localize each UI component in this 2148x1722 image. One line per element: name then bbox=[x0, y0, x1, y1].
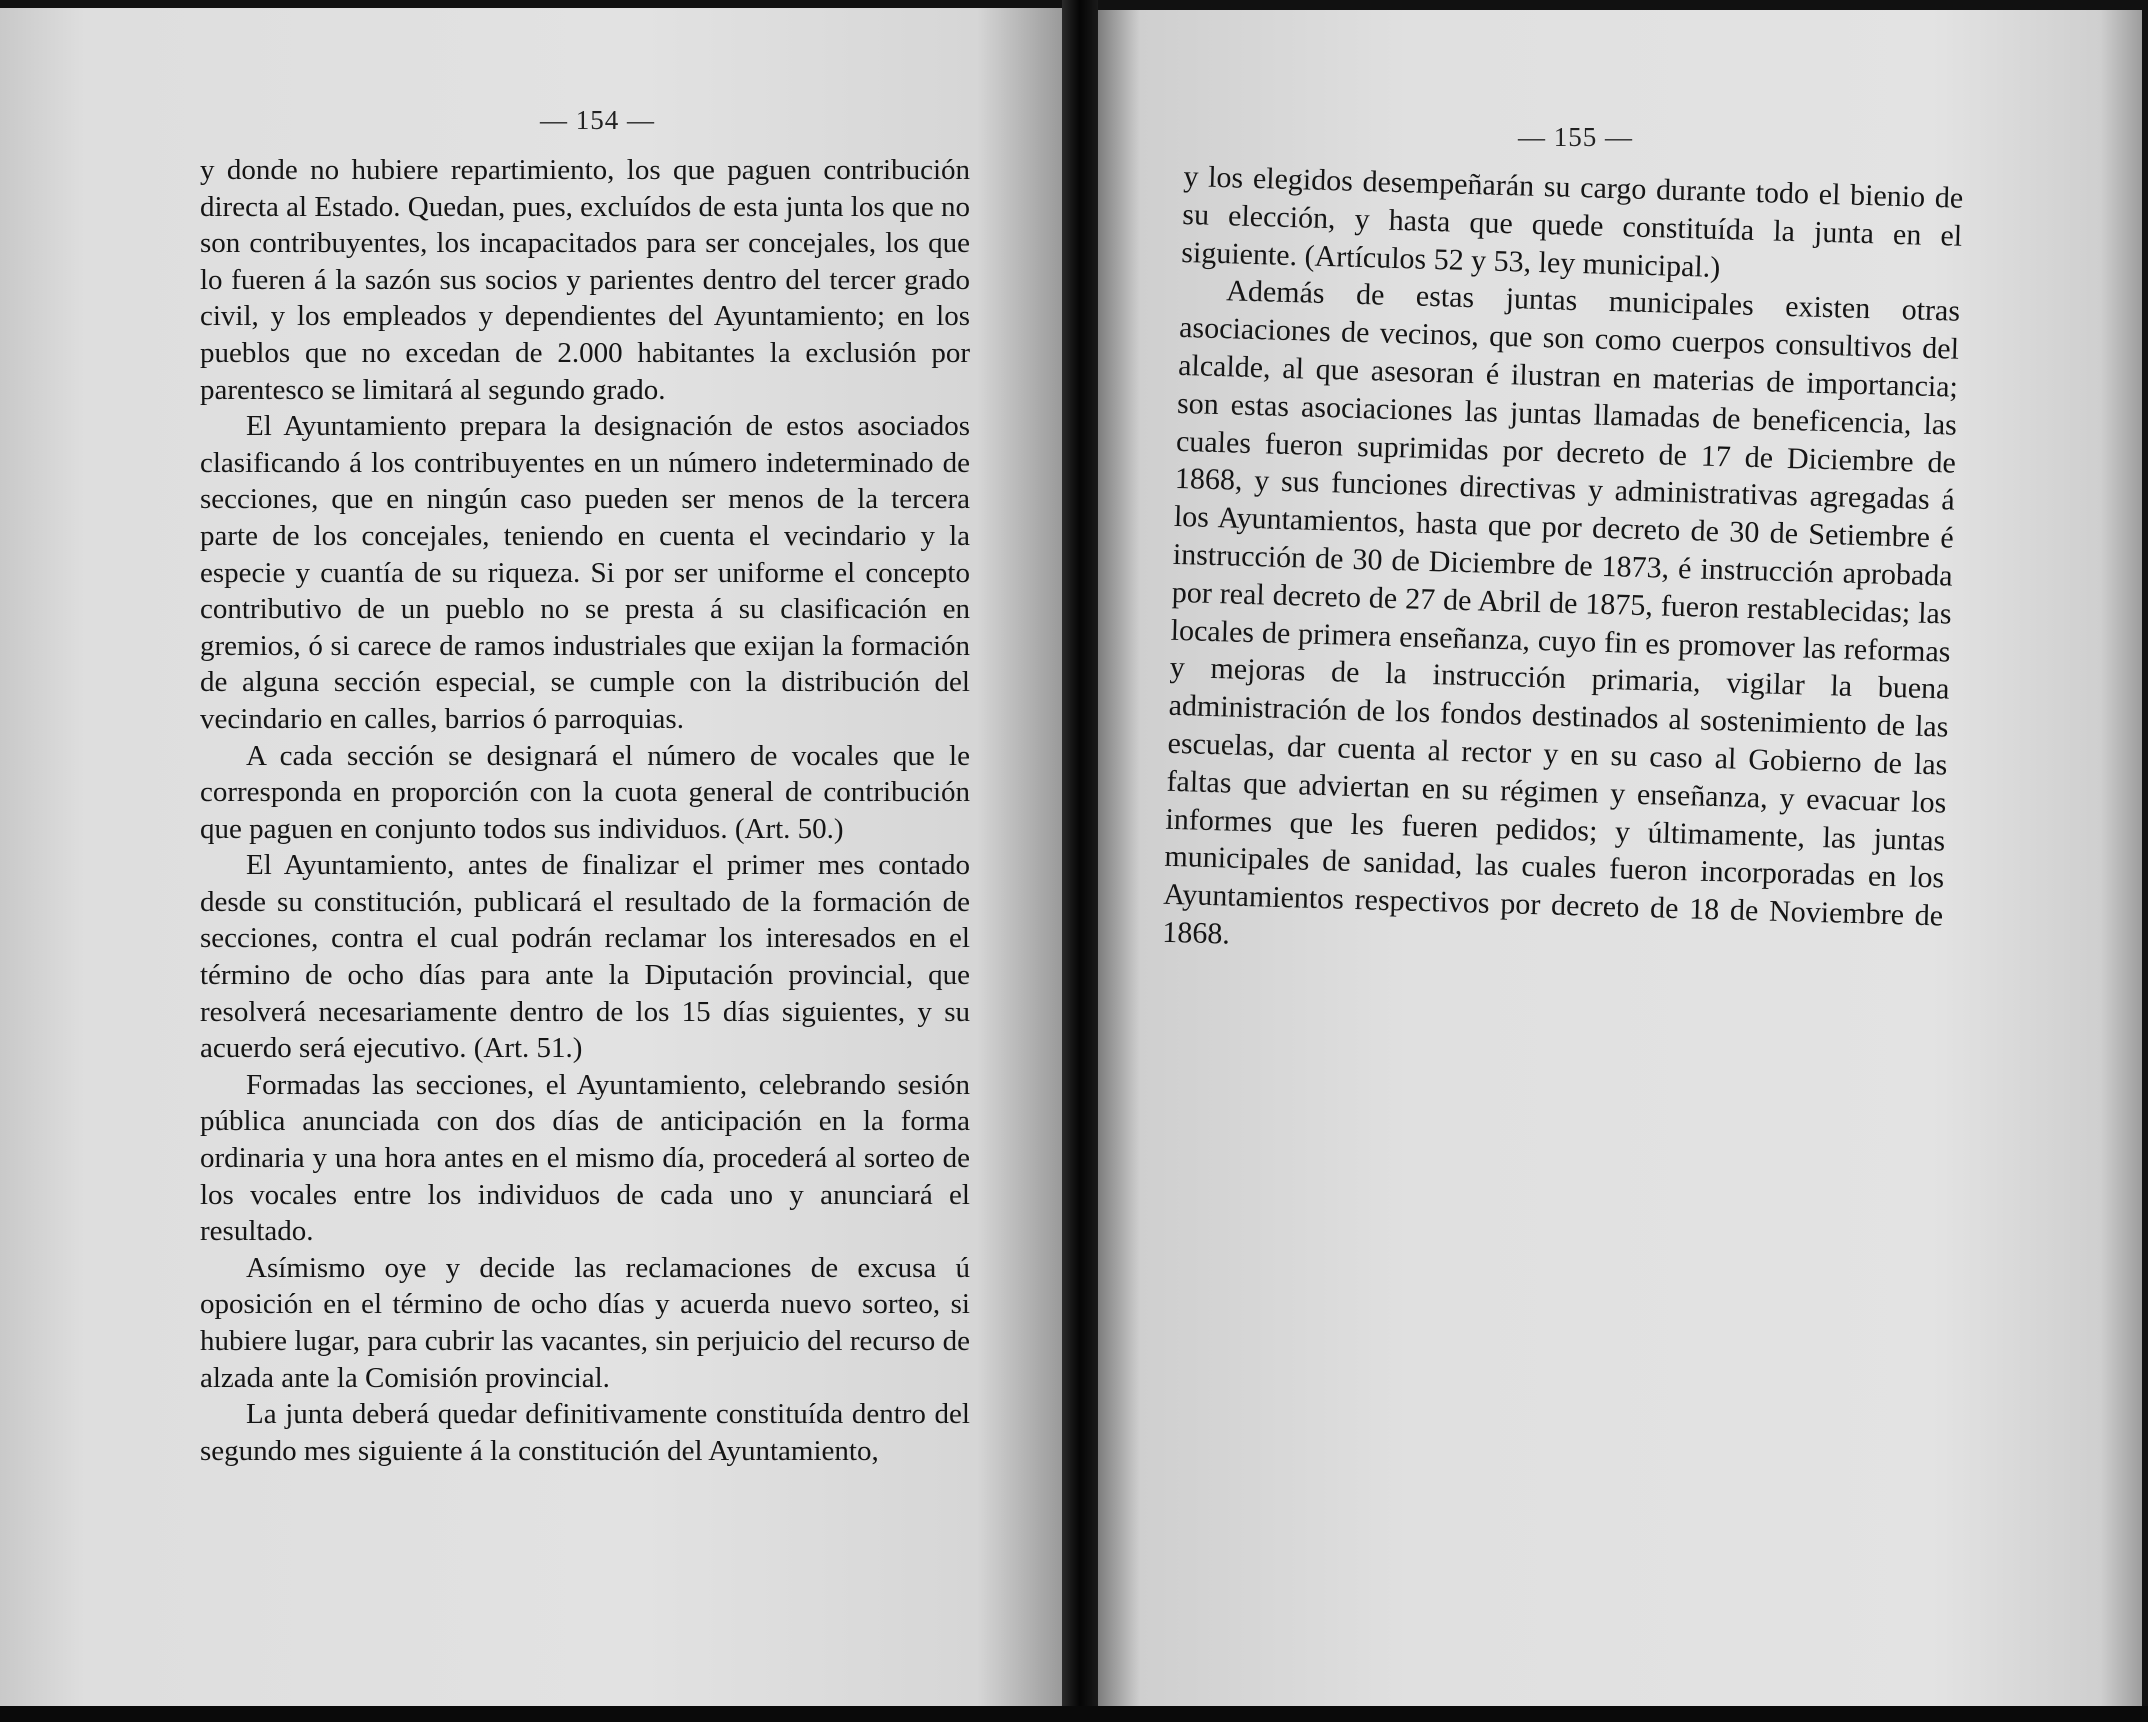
paragraph: Formadas las secciones, el Ayuntamiento, celebrando sesión pública anunciada con dos días de anticipación en la forma ordinaria y una hora antes en el mismo día, procederá al sorteo de los vocales entre los individuos de cada uno y anunciará el resultado. bbox=[200, 1068, 970, 1248]
right-page bbox=[1098, 10, 2142, 1706]
paragraph: y los elegidos desempeñarán su cargo durante todo el bienio de su elección, y hasta que quede constituída la junta en el siguiente. (Artículos 52 y 53, ley municipal.) bbox=[1180, 159, 1964, 284]
scan-bottom-edge bbox=[0, 1706, 2148, 1722]
paragraph: El Ayuntamiento prepara la designación de estos asociados clasificando á los contribuyentes en un número indeterminado de secciones, que en ningún caso pueden ser menos de la tercera parte de los concejales, teniendo en cuenta el vecindario y la especie y cuantía de su riqueza. Si por ser uniforme el concepto contributivo de un pueblo no se presta á su clasificación en gremios, ó si carece de ramos industriales que exijan la formación de alguna sección especial, se cumple con la distribución del vecindario en calles, barrios ó parroquias. bbox=[200, 410, 970, 735]
book-gutter bbox=[1062, 0, 1098, 1722]
paragraph: Asímismo oye y decide las reclamaciones de excusa ú oposición en el término de ocho días y acuerda nuevo sorteo, si hubiere lugar, para cubrir las vacantes, sin perjuicio del recurso de alzada ante la Comisión provincial. bbox=[200, 1251, 970, 1394]
left-page bbox=[0, 8, 1062, 1706]
paragraph: Además de estas juntas municipales existen otras asociaciones de vecinos, que son como cuerpos consultivos del alcalde, al que asesoran é ilustran en materias de importancia; son estas asociaciones las juntas llamadas de beneficencia, las cuales fueron suprimidas por decreto de 17 de Diciembre de 1868, y sus funciones directivas y administrativas agregadas á los Ayuntamientos, hasta que por decreto de 30 de Setiembre é instrucción de 30 de Diciembre de 1873, é instrucción aprobada por real decreto de 27 de Abril de 1875, fueron restablecidas; las locales de primera enseñanza, cuyo fin es promover las reformas y mejoras de la instrucción primaria, vigilar la buena administración de los fondos destinados al sostenimiento de las escuelas, dar cuenta al rector y en su caso al Gobierno de las faltas que adviertan en su régimen y enseñanza, y evacuar los informes que les fueren pedidos; y últimamente, las juntas municipales de sanidad, las cuales fueron incorporadas en los Ayuntamientos respectivos por decreto de 18 de Noviembre de 1868. bbox=[1161, 274, 1961, 951]
left-page-body bbox=[200, 152, 970, 1469]
page-number-155: — 155 — bbox=[1518, 122, 1633, 152]
right-page-body bbox=[1162, 158, 1964, 973]
paragraph: A cada sección se designará el número de vocales que le corresponda en proporción con la cuota general de contribución que paguen en conjunto todos sus individuos. (Art. 50.) bbox=[200, 739, 970, 845]
page-number-154: — 154 — bbox=[540, 105, 655, 135]
paragraph: El Ayuntamiento, antes de finalizar el primer mes contado desde su constitución, publicará el resultado de la formación de secciones, contra el cual podrán reclamar los interesados en el término de ocho días para ante la Diputación provincial, que resolverá necesariamente dentro de los 15 días siguientes, y su acuerdo será ejecutivo. (Art. 51.) bbox=[200, 849, 970, 1065]
paragraph: y donde no hubiere repartimiento, los que paguen contribución directa al Estado. Quedan, pues, excluídos de esta junta los que no son contribuyentes, los incapacitados para ser concejales, los que lo fueren á la sazón sus socios y parientes dentro del tercer grado civil, y los empleados y dependientes del Ayuntamiento; en los pueblos que no excedan de 2.000 habitantes la exclusión por parentesco se limitará al segundo grado. bbox=[200, 154, 970, 406]
paragraph: La junta deberá quedar definitivamente constituída dentro del segundo mes siguiente á la constitución del Ayuntamiento, bbox=[200, 1398, 970, 1467]
